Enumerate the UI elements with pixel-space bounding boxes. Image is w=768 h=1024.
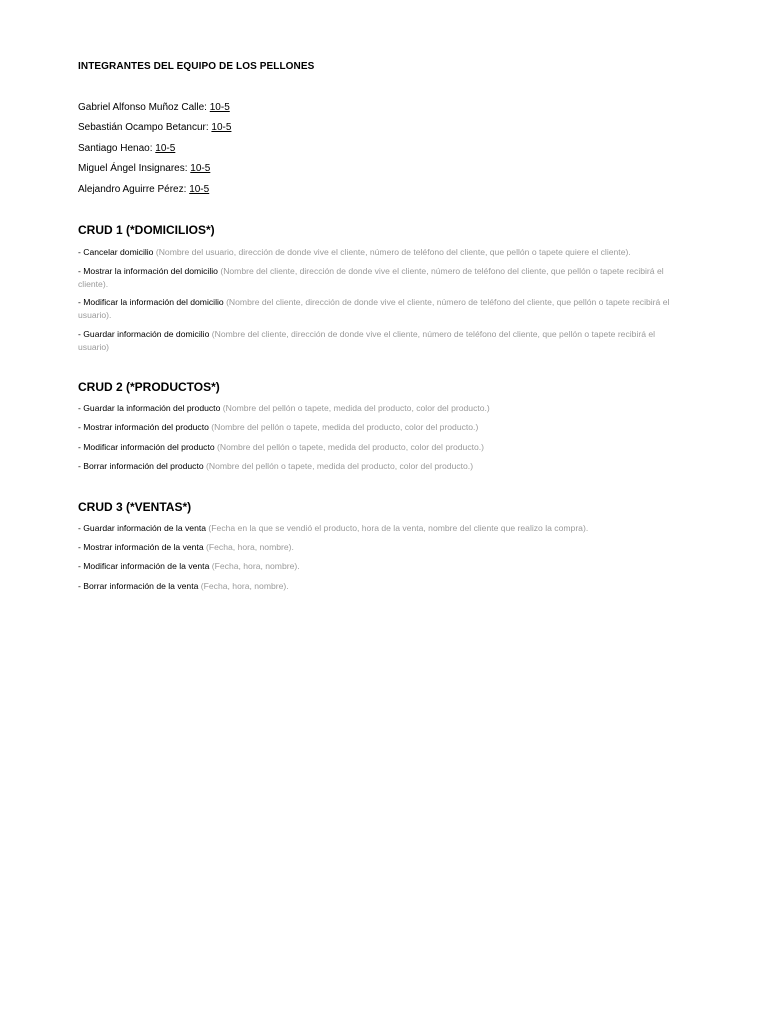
crud-item-detail: (Nombre del pellón o tapete, medida del producto, color del producto.) [222, 403, 490, 413]
member-name: Alejandro Aguirre Pérez: [78, 184, 187, 195]
crud-item-detail: (Fecha, hora, nombre). [211, 561, 300, 571]
crud-productos-title: CRUD 2 (*PRODUCTOS*) [78, 380, 220, 394]
crud-item-action: - Mostrar información del producto [78, 422, 209, 432]
crud-item [78, 580, 678, 593]
crud-item-detail: (Fecha, hora, nombre). [200, 581, 289, 591]
member-line [78, 143, 175, 154]
member-grade: 10-5 [189, 184, 210, 195]
member-name: Sebastián Ocampo Betancur: [78, 122, 209, 133]
crud-item-detail: (Nombre del pellón o tapete, medida del producto, color del producto.) [217, 442, 485, 452]
member-name: Santiago Henao: [78, 143, 153, 154]
crud-item-action: - Modificar la información del domicilio [78, 297, 224, 307]
crud-item [78, 246, 678, 259]
member-grade: 10-5 [155, 143, 176, 154]
crud-item [78, 460, 678, 473]
crud-domicilios-title: CRUD 1 (*DOMICILIOS*) [78, 223, 215, 237]
crud-item-detail: (Nombre del usuario, dirección de donde vive el cliente, número de teléfono del cliente, que pellón o tapete quiere el cliente). [155, 247, 631, 257]
crud-item-action: - Guardar información de domicilio [78, 329, 210, 339]
member-name: Gabriel Alfonso Muñoz Calle: [78, 102, 207, 113]
crud-item-detail: (Fecha, hora, nombre). [206, 542, 294, 552]
crud-item-action: - Guardar información de la venta [78, 523, 207, 533]
member-grade: 10-5 [190, 163, 211, 174]
crud-item-detail: (Nombre del pellón o tapete, medida del producto, color del producto.) [211, 422, 479, 432]
member-line [78, 122, 231, 133]
crud-ventas-title: CRUD 3 (*VENTAS*) [78, 500, 192, 514]
member-line [78, 102, 230, 113]
crud-item [78, 296, 678, 321]
crud-item-action: - Cancelar domicilio [78, 247, 154, 257]
crud-item-action: - Modificar información de la venta [78, 561, 210, 571]
member-grade: 10-5 [211, 122, 232, 133]
crud-item [78, 402, 678, 415]
crud-item-action: - Modificar información del producto [78, 442, 215, 452]
crud-item-action: - Mostrar la información del domicilio [78, 266, 218, 276]
crud-item [78, 541, 678, 554]
crud-item-detail: (Nombre del cliente, dirección de donde vive el cliente, número de teléfono del cliente, que pellón o tapete recibirá el usuario) [78, 329, 656, 352]
member-name: Miguel Ángel Insignares: [78, 163, 188, 174]
document-title: INTEGRANTES DEL EQUIPO DE LOS PELLONES [78, 61, 315, 72]
crud-item [78, 328, 678, 353]
member-grade: 10-5 [209, 102, 230, 113]
member-line [78, 163, 210, 174]
crud-item-detail: (Nombre del cliente, dirección de donde vive el cliente, número de teléfono del cliente, que pellón o tapete recibirá el usuario). [78, 297, 670, 320]
crud-item [78, 522, 678, 535]
member-line [78, 184, 209, 195]
crud-item-action: - Mostrar información de la venta [78, 542, 204, 552]
crud-item-detail: (Nombre del pellón o tapete, medida del producto, color del producto.) [206, 461, 474, 471]
crud-item-action: - Guardar la información del producto [78, 403, 221, 413]
crud-item-detail: (Nombre del cliente, dirección de donde vive el cliente, número de teléfono del cliente, que pellón o tapete recibirá el cliente). [78, 266, 664, 289]
crud-item [78, 421, 678, 434]
crud-item-detail: (Fecha en la que se vendió el producto, hora de la venta, nombre del cliente que realizo la compra). [208, 523, 589, 533]
crud-item [78, 441, 678, 454]
crud-item-action: - Borrar información de la venta [78, 581, 199, 591]
crud-item-action: - Borrar información del producto [78, 461, 204, 471]
crud-item [78, 265, 678, 290]
crud-item [78, 560, 678, 573]
